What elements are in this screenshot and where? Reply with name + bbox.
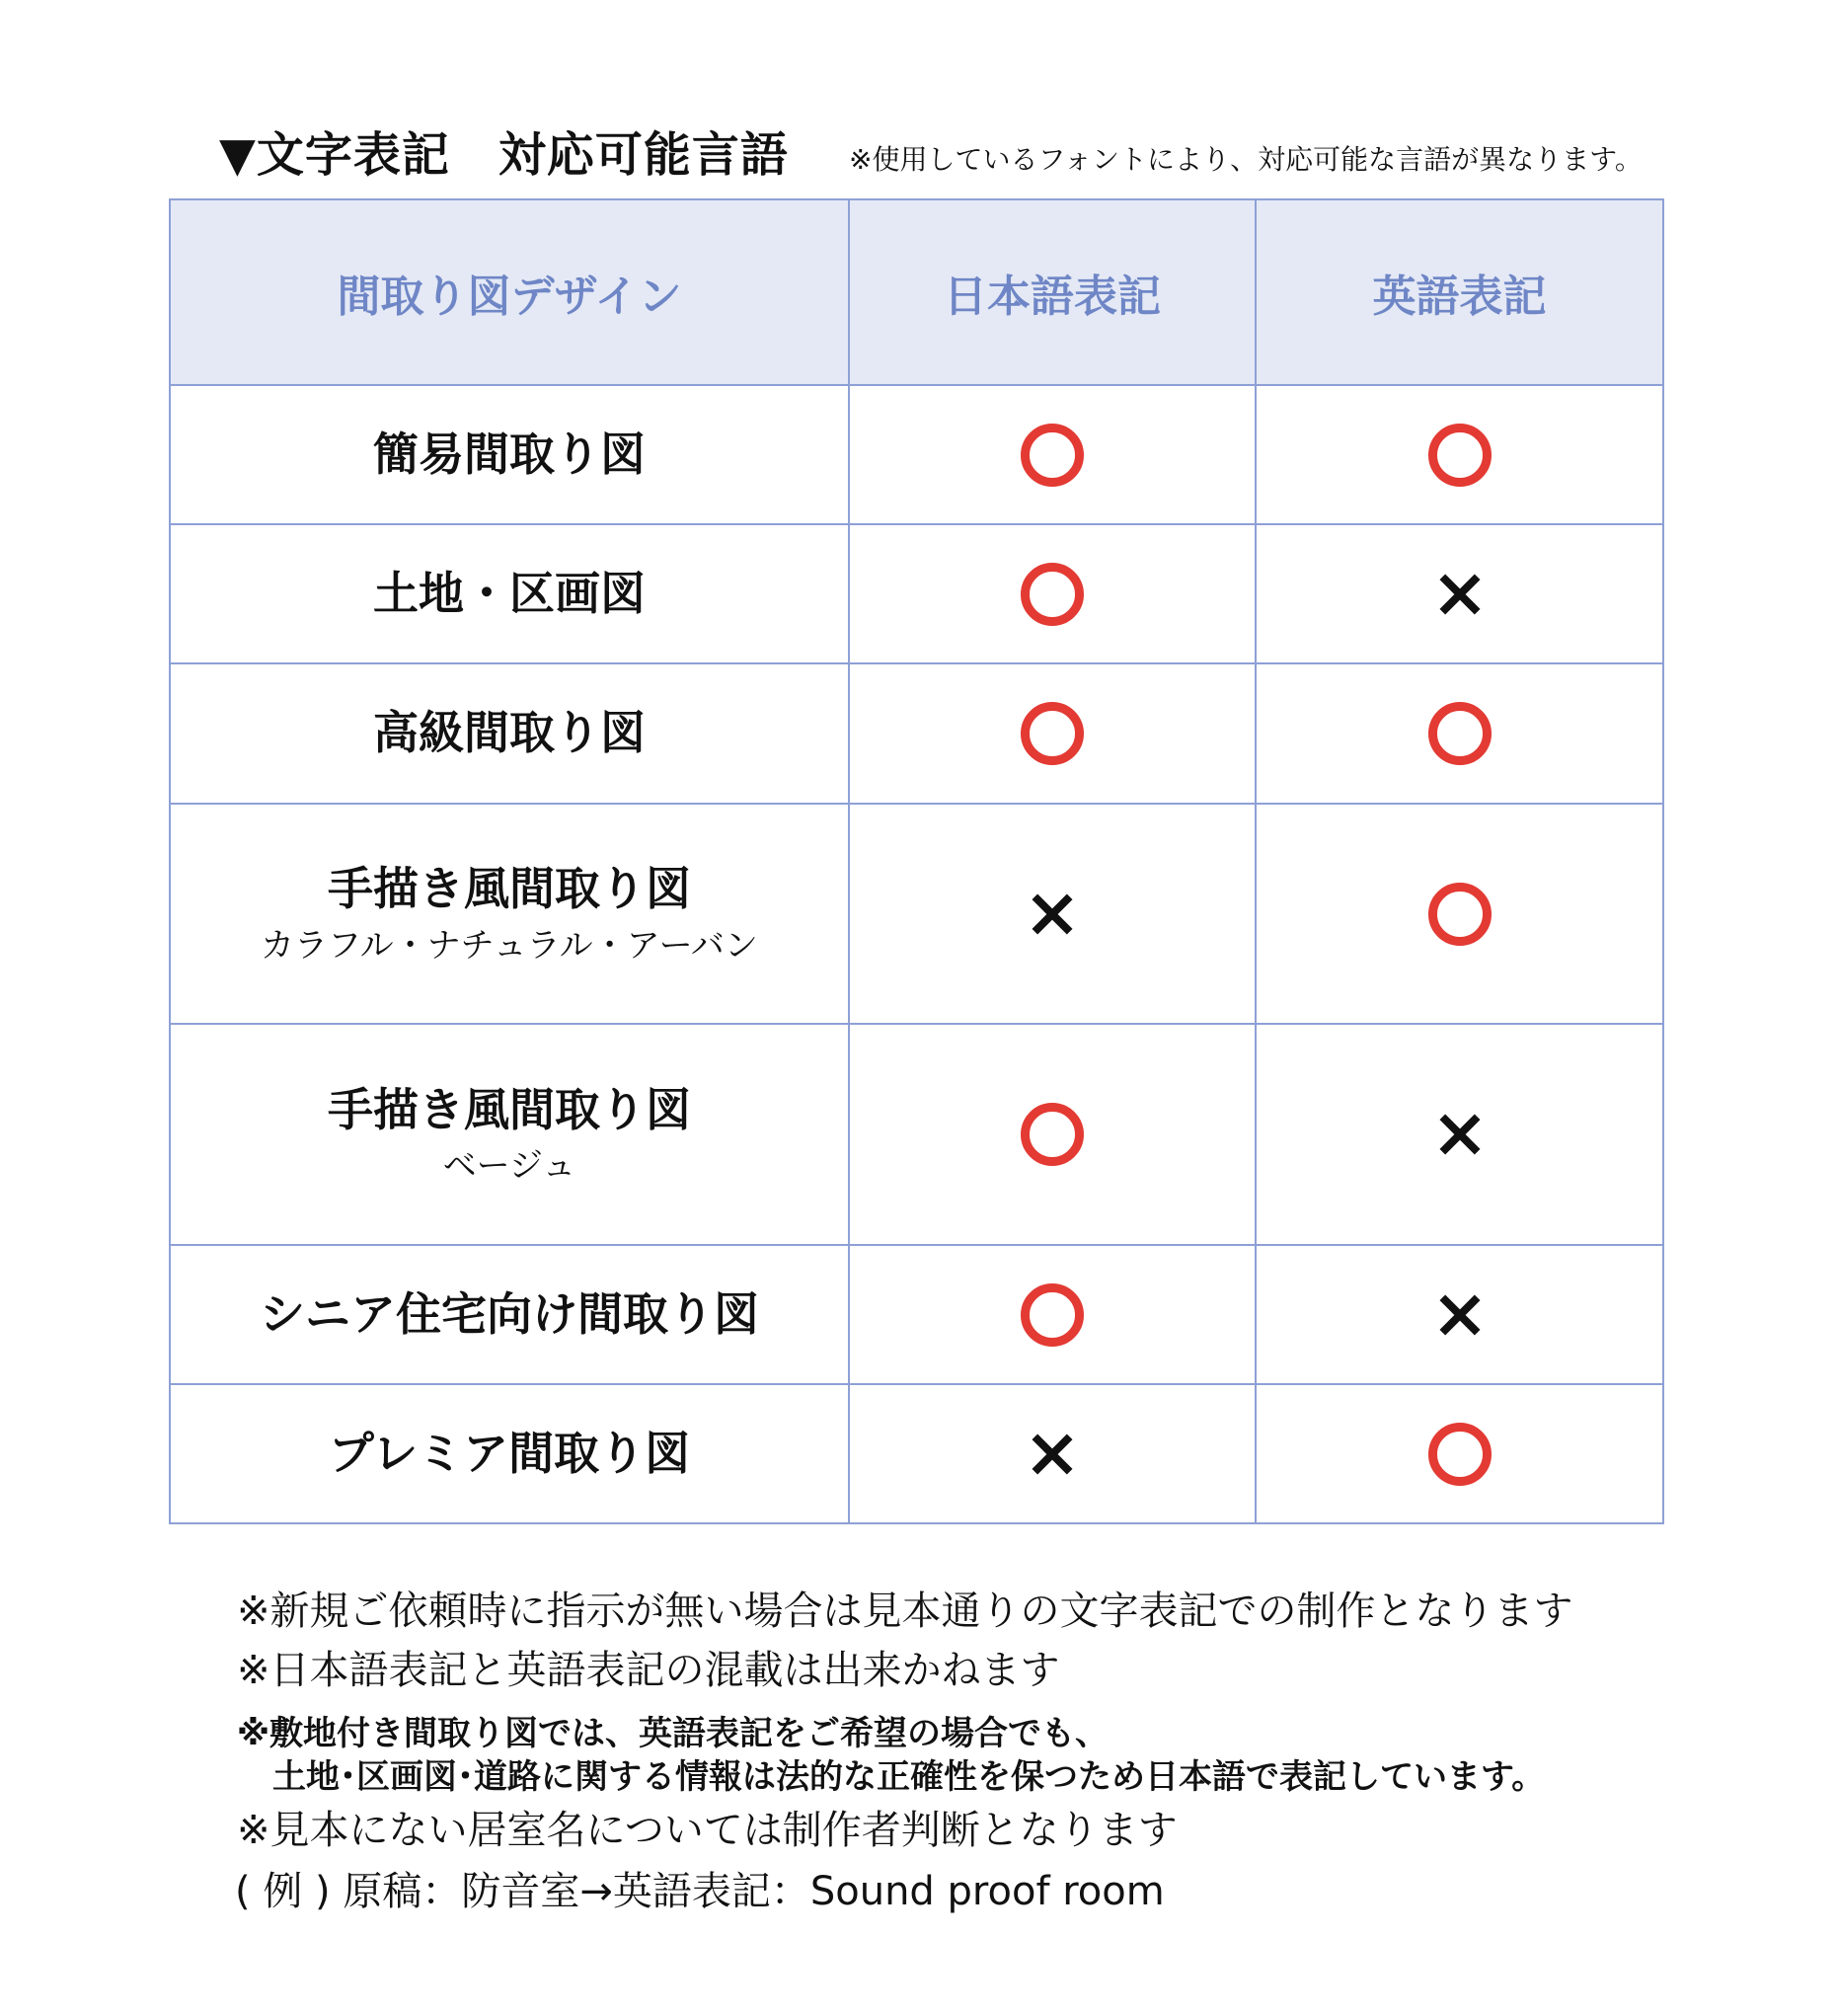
section-heading: ▼文字表記 対応可能言語 [219, 127, 789, 183]
supported-circle-icon [1021, 1103, 1084, 1166]
font-support-note: ※使用しているフォントにより、対応可能な言語が異なります。 [849, 143, 1643, 176]
table-header-row [170, 199, 1663, 385]
unsupported-cross-icon [1030, 1432, 1075, 1477]
note-no-mixing: ※日本語表記と英語表記の混載は出来かねます [237, 1648, 1060, 1693]
design-name: 手描き風間取り図 [328, 862, 691, 916]
table-row [170, 1245, 1663, 1384]
supported-circle-icon [1428, 424, 1492, 487]
design-cell [170, 1384, 849, 1523]
table-row [170, 663, 1663, 804]
design-name: 高級間取り図 [373, 706, 646, 760]
unsupported-cross-icon [1437, 1112, 1483, 1157]
english-cell [1256, 1245, 1663, 1384]
table-row [170, 1384, 1663, 1523]
supported-circle-icon [1021, 1283, 1084, 1347]
english-cell [1256, 663, 1663, 804]
english-cell [1256, 1384, 1663, 1523]
japanese-cell [849, 1245, 1256, 1384]
header-english: 英語表記 [1256, 199, 1663, 385]
note-site-plan-detail: 土地･区画図･道路に関する情報は法的な正確性を保つため日本語で表記しています。 [272, 1757, 1546, 1797]
english-cell [1256, 385, 1663, 524]
design-name: 土地・区画図 [373, 566, 646, 620]
note-site-plan: ※敷地付き間取り図では、英語表記をご希望の場合でも、 [237, 1714, 1110, 1753]
design-cell [170, 663, 849, 804]
unsupported-cross-icon [1437, 572, 1483, 617]
english-cell [1256, 524, 1663, 663]
header-design: 間取り図デザイン [170, 199, 849, 385]
note-example: ( 例 ) 原稿：防音室→英語表記：Sound proof room [235, 1869, 1165, 1914]
design-cell [170, 804, 849, 1024]
english-cell [1256, 1024, 1663, 1245]
supported-circle-icon [1428, 1423, 1492, 1486]
supported-circle-icon [1021, 702, 1084, 765]
header-japanese: 日本語表記 [849, 199, 1256, 385]
table-row [170, 1024, 1663, 1245]
design-cell [170, 1024, 849, 1245]
unsupported-cross-icon [1030, 892, 1075, 937]
design-cell [170, 1245, 849, 1384]
supported-circle-icon [1021, 424, 1084, 487]
design-variant: ベージュ [442, 1146, 576, 1187]
design-variant: カラフル・ナチュラル・アーバン [261, 925, 758, 966]
japanese-cell [849, 1384, 1256, 1523]
supported-circle-icon [1021, 563, 1084, 626]
japanese-cell [849, 1024, 1256, 1245]
design-name: プレミア間取り図 [328, 1426, 691, 1480]
language-support-table-container [169, 198, 1662, 1524]
table-row [170, 804, 1663, 1024]
japanese-cell [849, 385, 1256, 524]
japanese-cell [849, 663, 1256, 804]
design-name: 手描き風間取り図 [328, 1082, 691, 1136]
note-default-notation: ※新規ご依頼時に指示が無い場合は見本通りの文字表記での制作となります [237, 1589, 1573, 1634]
unsupported-cross-icon [1437, 1292, 1483, 1338]
table-row [170, 524, 1663, 663]
japanese-cell [849, 804, 1256, 1024]
japanese-cell [849, 524, 1256, 663]
supported-circle-icon [1428, 883, 1492, 946]
language-support-table [169, 198, 1664, 1524]
design-name: シニア住宅向け間取り図 [260, 1286, 759, 1341]
english-cell [1256, 804, 1663, 1024]
design-name: 簡易間取り図 [373, 426, 646, 481]
design-cell [170, 385, 849, 524]
note-room-names: ※見本にない居室名については制作者判断となります [237, 1808, 1178, 1853]
table-row [170, 385, 1663, 524]
supported-circle-icon [1428, 702, 1492, 765]
design-cell [170, 524, 849, 663]
